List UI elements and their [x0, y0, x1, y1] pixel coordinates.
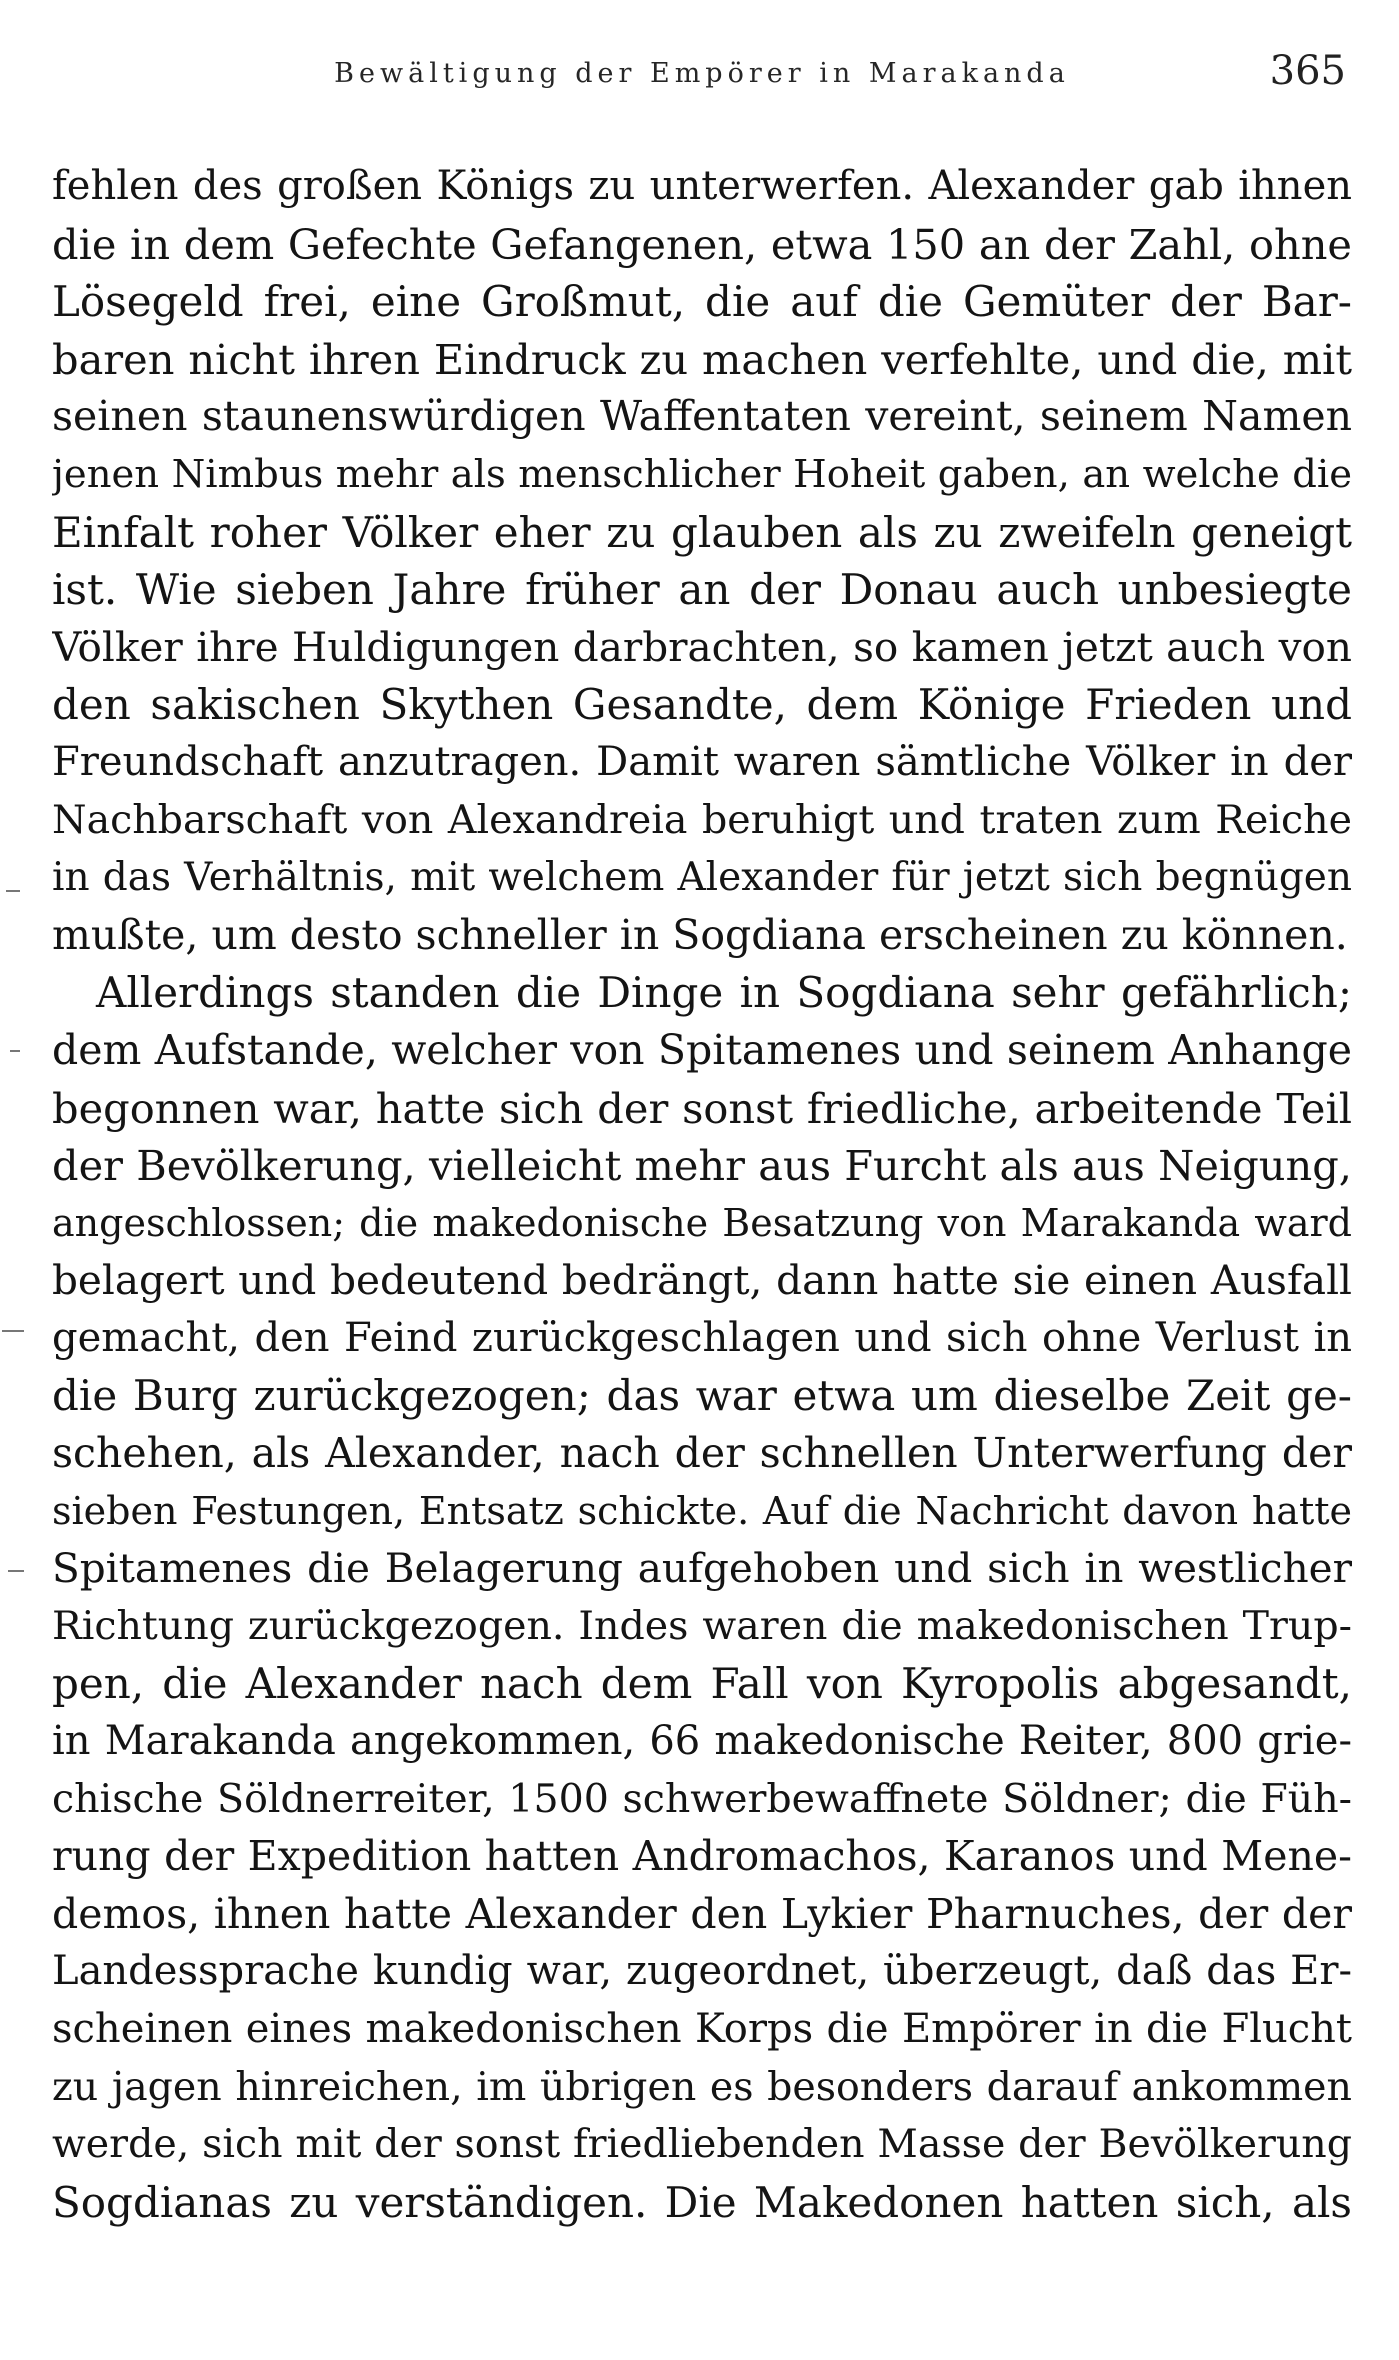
text-line: ist. Wie sieben Jahre früher an der Donau auch unbesiegte	[52, 565, 1352, 615]
text-line: belagert und bedeutend bedrängt, dann hatte sie einen Ausfall	[52, 1256, 1352, 1305]
text-line: Einfalt roher Völker eher zu glauben als zu zweifeln geneigt	[52, 507, 1352, 557]
text-line: in Marakanda angekommen, 66 makedonische Reiter, 800 grie-	[52, 1718, 1352, 1765]
text-line: Lösegeld frei, eine Großmut, die auf die Gemüter der Bar-	[52, 277, 1352, 327]
text-line: jenen Nimbus mehr als menschlicher Hoheit gaben, an welche die	[52, 451, 1352, 497]
scan-mark	[2, 1330, 24, 1332]
text-line: rung der Expedition hatten Andromachos, Karanos und Mene-	[52, 1832, 1352, 1881]
text-line: dem Aufstande, welcher von Spitamenes und seinem Anhange	[52, 1025, 1352, 1074]
text-line: Sogdianas zu verständigen. Die Makedonen hatten sich, als	[52, 2177, 1352, 2227]
text-line: begonnen war, hatte sich der sonst friedliche, arbeitende Teil	[52, 1083, 1352, 1133]
text-line: die Burg zurückgezogen; das war etwa um dieselbe Zeit ge-	[52, 1371, 1352, 1421]
text-line: Völker ihre Huldigungen darbrachten, so kamen jetzt auch von	[52, 622, 1352, 671]
text-line: die in dem Gefechte Gefangenen, etwa 150 an der Zahl, ohne	[52, 219, 1352, 269]
text-line: Nachbarschaft von Alexandreia beruhigt und traten zum Reiche	[52, 796, 1352, 843]
text-line: fehlen des großen Königs zu unterwerfen. Alexander gab ihnen	[52, 163, 1352, 209]
text-line: Landessprache kundig war, zugeordnet, überzeugt, daß das Er-	[52, 1948, 1352, 1995]
running-head: Bewältigung der Empörer in Marakanda	[334, 58, 1070, 89]
text-line: den sakischen Skythen Gesandte, dem Könige Frieden und	[52, 680, 1352, 730]
text-line: werde, sich mit der sonst friedliebenden Masse der Bevölkerung	[52, 2121, 1352, 2168]
text-line: Richtung zurückgezogen. Indes waren die makedonischen Trup-	[52, 1602, 1352, 1649]
text-line: in das Verhältnis, mit welchem Alexander für jetzt sich begnügen	[52, 855, 1352, 901]
scan-mark	[6, 890, 20, 892]
text-line: scheinen eines makedonischen Korps die Empörer in die Flucht	[52, 2006, 1352, 2052]
scan-mark	[8, 1570, 24, 1572]
text-line: angeschlossen; die makedonische Besatzung von Marakanda ward	[52, 1200, 1352, 1245]
page-number: 365	[1269, 48, 1346, 94]
page-header	[52, 48, 1352, 108]
text-line: pen, die Alexander nach dem Fall von Kyropolis abgesandt,	[52, 1659, 1352, 1709]
text-line: demos, ihnen hatte Alexander den Lykier Pharnuches, der der	[52, 1889, 1352, 1938]
text-line: der Bevölkerung, vielleicht mehr aus Furcht als aus Neigung,	[52, 1141, 1352, 1191]
text-line: chische Söldnerreiter, 1500 schwerbewaffnete Söldner; die Füh-	[52, 1775, 1352, 1822]
text-line: mußte, um desto schneller in Sogdiana erscheinen zu können.	[52, 910, 1348, 959]
body-text	[52, 158, 1352, 2231]
margin-scan-marks	[0, 850, 50, 1630]
text-line: baren nicht ihren Eindruck zu machen verfehlte, und die, mit	[52, 334, 1352, 384]
text-line: seinen staunenswürdigen Waffentaten vereint, seinem Namen	[52, 392, 1352, 441]
scan-mark	[10, 1050, 20, 1052]
text-line: gemacht, den Feind zurückgeschlagen und sich ohne Verlust in	[52, 1314, 1352, 1361]
text-line: Allerdings standen die Dinge in Sogdiana sehr gefährlich;	[96, 968, 1352, 1018]
text-line: sieben Festungen, Entsatz schickte. Auf die Nachricht davon hatte	[52, 1488, 1352, 1533]
text-line: zu jagen hinreichen, im übrigen es besonders darauf ankommen	[52, 2063, 1352, 2110]
text-line: schehen, als Alexander, nach der schnellen Unterwerfung der	[52, 1429, 1352, 1478]
text-line: Spitamenes die Belagerung aufgehoben und sich in westlicher	[52, 1544, 1352, 1593]
text-line: Freundschaft anzutragen. Damit waren sämtliche Völker in der	[52, 738, 1352, 785]
